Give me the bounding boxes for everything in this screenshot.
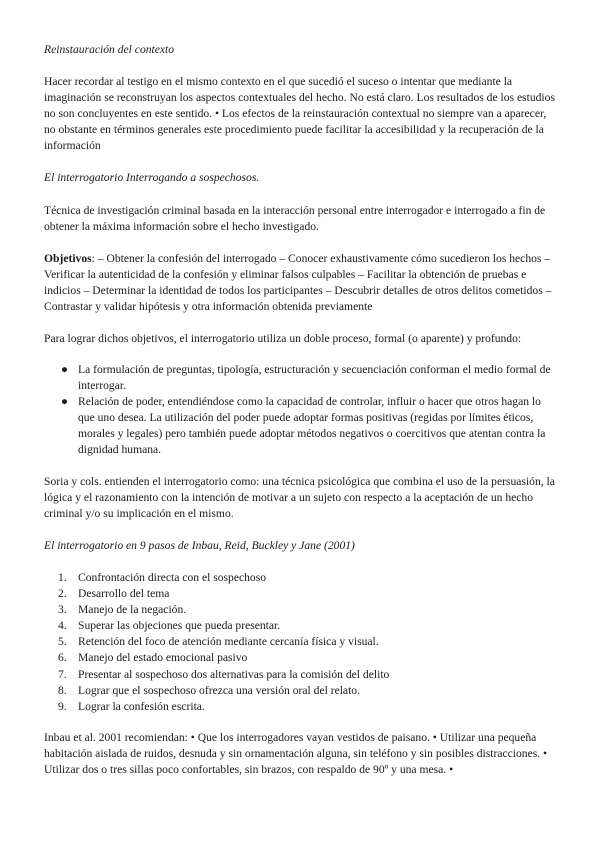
bullet-icon: ● bbox=[61, 363, 69, 376]
list-item: 1. Confrontación directa con el sospechoso bbox=[58, 571, 267, 584]
list-item: 7. Presentar al sospechoso dos alternativas para la comisión del delito bbox=[58, 667, 390, 681]
list-item: 8. Lograr que el sospechoso ofrezca una versión oral del relato. bbox=[58, 683, 360, 697]
list-item: ● La formulación de preguntas, tipología, estructuración y secuenciación conforman el medio formal de interrogar. bbox=[61, 363, 551, 393]
objectives-label: Objetivos bbox=[44, 252, 92, 265]
nine-steps-list bbox=[44, 570, 556, 715]
process-bullet-list bbox=[44, 362, 556, 459]
list-item: ● Relación de poder, entendiéndose como la capacidad de controlar, influir o hacer que otros hagan lo que uno desea. La utilización del poder puede adoptar formas positivas (regidas por límites éticos, morales y legales) pero también puede adoptar métodos negativos o coercitivos que atentan contra la dignidad humana. bbox=[61, 395, 546, 457]
list-item: 4. Superar las objeciones que pueda presentar. bbox=[58, 619, 281, 633]
objectives-text: : – Obtener la confesión del interrogado – Conocer exhaustivamente cómo sucedieron los hechos – Verificar la autenticidad de la confesión y eliminar falsos culpables – Facilitar la obtención de pruebas e indicios – Determinar la identidad de todos los participantes – Descubrir detalles de otros delitos cometidos – Contrastar y validar hipótesis y otra información obtenida previamente bbox=[44, 252, 552, 314]
list-item: 5. Retención del foco de atención mediante cercanía física y visual. bbox=[58, 635, 379, 649]
nine-steps-heading: El interrogatorio en 9 pasos de Inbau, Reid, Buckley y Jane (2001) bbox=[44, 539, 355, 552]
inbau-paragraph: Inbau et al. 2001 recomiendan: • Que los interrogadores vayan vestidos de paisano. • Utilizar una pequeña habitación aislada de ruidos, desnuda y sin ornamentación alguna, sin teléfono y sin posibles distracciones. • Utilizar dos o tres sillas poco confortables, sin brazos, con respaldo de 90º y una mesa. • bbox=[44, 731, 548, 777]
process-intro: Para lograr dichos objetivos, el interrogatorio utiliza un doble proceso, formal (o aparente) y profundo: bbox=[44, 332, 522, 345]
interrogation-definition: Técnica de investigación criminal basada en la interacción personal entre interrogador e interrogado a fin de obtener la máxima información sobre el hecho investigado. bbox=[44, 204, 546, 234]
reinstatement-heading: Reinstauración del contexto bbox=[44, 43, 175, 56]
reinstatement-paragraph: Hacer recordar al testigo en el mismo contexto en el que sucedió el suceso o intentar que mediante la imaginación se reconstruyan los aspectos contextuales del hecho. No está claro. Los resultados de los estudios no son concluyentes en este sentido. • Los efectos de la reinstauración contextual no siempre van a aparecer, no obstante en términos generales este procedimiento puede facilitar la accesibilidad y la recuperación de la información bbox=[44, 75, 555, 153]
list-item: 2. Desarrollo del tema bbox=[58, 587, 170, 601]
list-item: 6. Manejo del estado emocional pasivo bbox=[58, 651, 248, 665]
bullet-icon: ● bbox=[61, 395, 69, 409]
list-item: 9. Lograr la confesión escrita. bbox=[58, 699, 205, 713]
list-item: 3. Manejo de la negación. bbox=[58, 603, 187, 617]
interrogation-heading: El interrogatorio Interrogando a sospechosos. bbox=[44, 171, 260, 184]
soria-paragraph: Soria y cols. entienden el interrogatorio como: una técnica psicológica que combina el uso de la persuasión, la lógica y el razonamiento con la intención de motivar a un sujeto con respecto a la aceptación de un hecho criminal y/o su implicación en el mismo. bbox=[44, 475, 555, 521]
objectives-paragraph bbox=[44, 251, 556, 315]
